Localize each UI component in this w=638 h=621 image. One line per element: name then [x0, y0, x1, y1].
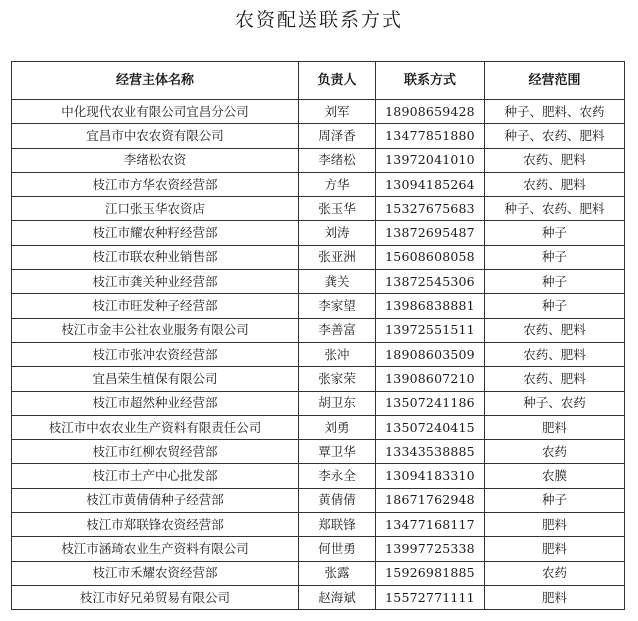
cell-business-name: 中化现代农业有限公司宜昌分公司 — [12, 100, 299, 124]
cell-business-scope: 种子 — [485, 294, 625, 318]
cell-business-name: 枝江市土产中心批发部 — [12, 464, 299, 488]
cell-business-scope: 种子 — [485, 245, 625, 269]
table-row — [12, 561, 625, 585]
cell-phone: 13477851880 — [376, 124, 485, 148]
cell-phone: 13872545306 — [376, 270, 485, 294]
cell-contact-person: 李永全 — [299, 464, 376, 488]
table-body — [12, 100, 625, 610]
cell-contact-person: 赵海斌 — [299, 585, 376, 609]
cell-contact-person: 李家望 — [299, 294, 376, 318]
cell-phone: 13997725338 — [376, 537, 485, 561]
cell-business-scope: 肥料 — [485, 415, 625, 439]
cell-contact-person: 胡卫东 — [299, 391, 376, 415]
cell-contact-person: 黄倩倩 — [299, 488, 376, 512]
cell-contact-person: 何世勇 — [299, 537, 376, 561]
table-row — [12, 318, 625, 342]
table-row — [12, 124, 625, 148]
cell-business-scope: 肥料 — [485, 585, 625, 609]
page-title: 农资配送联系方式 — [234, 9, 403, 31]
table-row — [12, 270, 625, 294]
table-row — [12, 464, 625, 488]
cell-business-name: 枝江市金丰公社农业服务有限公司 — [12, 318, 299, 342]
cell-business-scope: 农膜 — [485, 464, 625, 488]
cell-contact-person: 刘勇 — [299, 415, 376, 439]
table-row — [12, 221, 625, 245]
cell-business-name: 宜昌市中农农资有限公司 — [12, 124, 299, 148]
table-row — [12, 488, 625, 512]
cell-phone: 13094185264 — [376, 172, 485, 196]
cell-contact-person: 刘涛 — [299, 221, 376, 245]
cell-phone: 13972041010 — [376, 148, 485, 172]
table-row — [12, 172, 625, 196]
cell-business-name: 枝江市郑联锋农资经营部 — [12, 513, 299, 537]
cell-contact-person: 张亚洲 — [299, 245, 376, 269]
table-row — [12, 148, 625, 172]
table-row — [12, 294, 625, 318]
cell-business-name: 枝江市张冲农资经营部 — [12, 342, 299, 366]
table-row — [12, 585, 625, 609]
cell-business-name: 江口张玉华农资店 — [12, 197, 299, 221]
cell-phone: 18671762948 — [376, 488, 485, 512]
cell-business-scope: 农药、肥料 — [485, 342, 625, 366]
table-header-row — [12, 62, 625, 100]
cell-business-name: 枝江市好兄弟贸易有限公司 — [12, 585, 299, 609]
cell-business-name: 枝江市旺发种子经营部 — [12, 294, 299, 318]
cell-phone: 13986838881 — [376, 294, 485, 318]
header-contact-person: 负责人 — [299, 62, 376, 100]
cell-business-name: 枝江市龚关种业经营部 — [12, 270, 299, 294]
cell-phone: 13094183310 — [376, 464, 485, 488]
cell-contact-person: 方华 — [299, 172, 376, 196]
cell-business-name: 枝江市联农种业销售部 — [12, 245, 299, 269]
cell-phone: 13477168117 — [376, 513, 485, 537]
cell-contact-person: 刘军 — [299, 100, 376, 124]
cell-business-scope: 农药、肥料 — [485, 172, 625, 196]
cell-business-scope: 农药 — [485, 440, 625, 464]
table-row — [12, 513, 625, 537]
cell-phone: 13972551511 — [376, 318, 485, 342]
cell-phone: 15608608058 — [376, 245, 485, 269]
cell-business-scope: 农药、肥料 — [485, 318, 625, 342]
cell-contact-person: 李善富 — [299, 318, 376, 342]
cell-business-scope: 肥料 — [485, 537, 625, 561]
cell-business-name: 枝江市耀农种籽经营部 — [12, 221, 299, 245]
cell-contact-person: 覃卫华 — [299, 440, 376, 464]
cell-phone: 13872695487 — [376, 221, 485, 245]
cell-phone: 13908607210 — [376, 367, 485, 391]
cell-phone: 18908603509 — [376, 342, 485, 366]
cell-business-scope: 种子 — [485, 488, 625, 512]
cell-business-name: 枝江市超然种业经营部 — [12, 391, 299, 415]
table-row — [12, 367, 625, 391]
cell-business-scope: 农药 — [485, 561, 625, 585]
table-row — [12, 100, 625, 124]
cell-phone: 15327675683 — [376, 197, 485, 221]
cell-business-name: 枝江市中农农业生产资料有限责任公司 — [12, 415, 299, 439]
cell-business-name: 枝江市方华农资经营部 — [12, 172, 299, 196]
cell-business-scope: 种子、农药、肥料 — [485, 124, 625, 148]
cell-business-scope: 农药、肥料 — [485, 148, 625, 172]
cell-business-name: 枝江市涵琦农业生产资料有限公司 — [12, 537, 299, 561]
cell-business-scope: 种子、农药、肥料 — [485, 197, 625, 221]
cell-phone: 15572771111 — [376, 585, 485, 609]
table-row — [12, 197, 625, 221]
cell-phone: 13507240415 — [376, 415, 485, 439]
table-row — [12, 415, 625, 439]
cell-phone: 15926981885 — [376, 561, 485, 585]
table-row — [12, 342, 625, 366]
cell-phone: 13507241186 — [376, 391, 485, 415]
cell-business-scope: 种子、农药 — [485, 391, 625, 415]
cell-business-name: 李绪松农资 — [12, 148, 299, 172]
header-phone: 联系方式 — [376, 62, 485, 100]
table-row — [12, 245, 625, 269]
cell-business-name: 宜昌荣生植保有限公司 — [12, 367, 299, 391]
header-business-scope: 经营范围 — [485, 62, 625, 100]
cell-business-scope: 农药、肥料 — [485, 367, 625, 391]
cell-business-scope: 种子 — [485, 270, 625, 294]
table-row — [12, 391, 625, 415]
cell-business-name: 枝江市黄倩倩种子经营部 — [12, 488, 299, 512]
cell-phone: 18908659428 — [376, 100, 485, 124]
header-business-name: 经营主体名称 — [12, 62, 299, 100]
table-row — [12, 537, 625, 561]
cell-contact-person: 龚关 — [299, 270, 376, 294]
cell-business-scope: 肥料 — [485, 513, 625, 537]
cell-business-name: 枝江市红柳农贸经营部 — [12, 440, 299, 464]
cell-contact-person: 周泽香 — [299, 124, 376, 148]
cell-contact-person: 张玉华 — [299, 197, 376, 221]
cell-contact-person: 张家荣 — [299, 367, 376, 391]
cell-business-name: 枝江市禾耀农资经营部 — [12, 561, 299, 585]
cell-phone: 13343538885 — [376, 440, 485, 464]
cell-contact-person: 张冲 — [299, 342, 376, 366]
cell-contact-person: 李绪松 — [299, 148, 376, 172]
cell-business-scope: 种子 — [485, 221, 625, 245]
cell-contact-person: 郑联锋 — [299, 513, 376, 537]
table-row — [12, 440, 625, 464]
cell-contact-person: 张露 — [299, 561, 376, 585]
cell-business-scope: 种子、肥料、农药 — [485, 100, 625, 124]
contact-table — [11, 61, 625, 610]
